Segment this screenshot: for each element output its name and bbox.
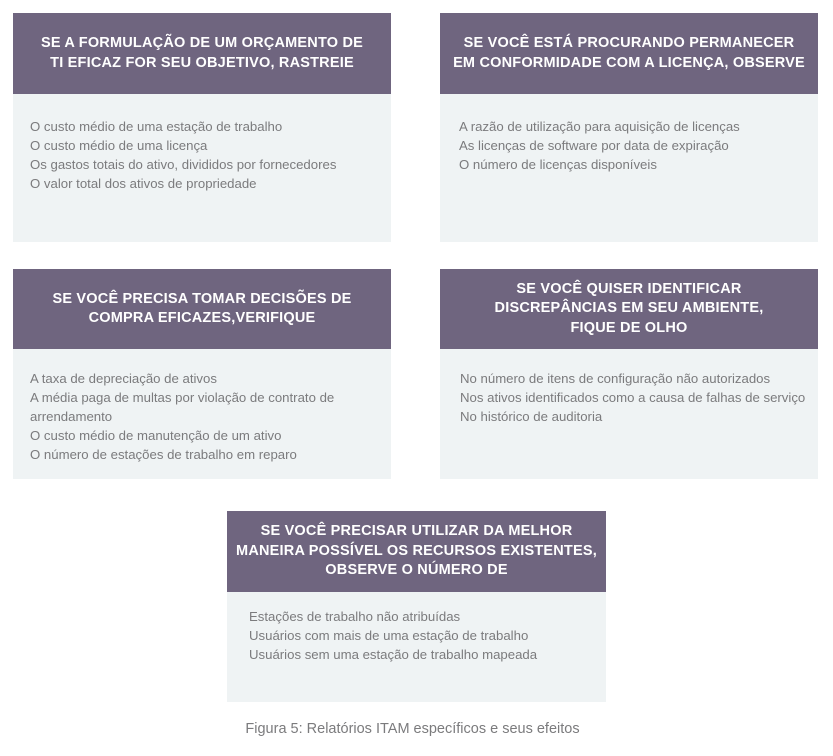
list-item: O custo médio de uma estação de trabalho [30,119,283,134]
box-header-line: SE VOCÊ ESTÁ PROCURANDO PERMANECER [463,35,795,51]
list-item: No histórico de auditoria [460,409,603,424]
box-header-line: SE VOCÊ QUISER IDENTIFICAR [516,280,742,297]
box-body [13,349,391,464]
box-header-line: FIQUE DE OLHO [570,319,688,336]
box-header-line: COMPRA EFICAZES,VERIFIQUE [88,310,316,326]
list-item: Os gastos totais do ativo, divididos por fornecedores [30,157,337,172]
box-header-line: SE VOCÊ PRECISA TOMAR DECISÕES DE [52,290,352,307]
box-header [440,13,818,94]
list-item: As licenças de software por data de expiração [459,138,729,153]
list-item: A razão de utilização para aquisição de licenças [459,119,740,134]
box-header-line: DISCREPÂNCIAS EM SEU AMBIENTE, [494,300,764,317]
list-item: O número de licenças disponíveis [459,157,657,172]
box-header-line: MANEIRA POSSÍVEL OS RECURSOS EXISTENTES, [236,542,597,559]
list-item: O valor total dos ativos de propriedade [30,176,257,191]
list-item: Nos ativos identificados como a causa de falhas de serviço [460,390,806,405]
box-header-line: SE VOCÊ PRECISAR UTILIZAR DA MELHOR [260,523,573,540]
box-body [13,94,391,193]
list-item: No número de itens de configuração não autorizados [460,371,771,386]
list-item: A média paga de multas por violação de contrato de arrendamento [30,390,335,424]
list-item: O custo médio de manutenção de um ativo [30,428,282,443]
list-item: O custo médio de uma licença [30,138,208,153]
list-item: O número de estações de trabalho em reparo [30,447,297,462]
box-existing-resources [227,511,606,702]
box-discrepancies [440,269,818,479]
box-header-line: OBSERVE O NÚMERO DE [325,562,508,579]
figure-caption: Figura 5: Relatórios ITAM específicos e seus efeitos [245,721,580,737]
box-header [13,269,391,349]
box-header [13,13,391,94]
box-body [227,592,606,664]
box-header [227,511,606,592]
box-header [440,269,818,349]
list-item: A taxa de depreciação de ativos [30,371,217,386]
list-item: Usuários sem uma estação de trabalho mapeada [249,647,538,662]
list-item: Usuários com mais de uma estação de trabalho [249,628,529,643]
box-header-line: EM CONFORMIDADE COM A LICENÇA, OBSERVE [453,54,805,71]
box-purchase-decisions [13,269,391,479]
list-item: Estações de trabalho não atribuídas [249,609,461,624]
box-budget [13,13,391,242]
box-body [440,349,818,426]
box-license-compliance [440,13,818,242]
box-header-line: TI EFICAZ FOR SEU OBJETIVO, RASTREIE [50,54,354,71]
box-header-line: SE A FORMULAÇÃO DE UM ORÇAMENTO DE [40,35,364,51]
box-body [440,94,818,174]
